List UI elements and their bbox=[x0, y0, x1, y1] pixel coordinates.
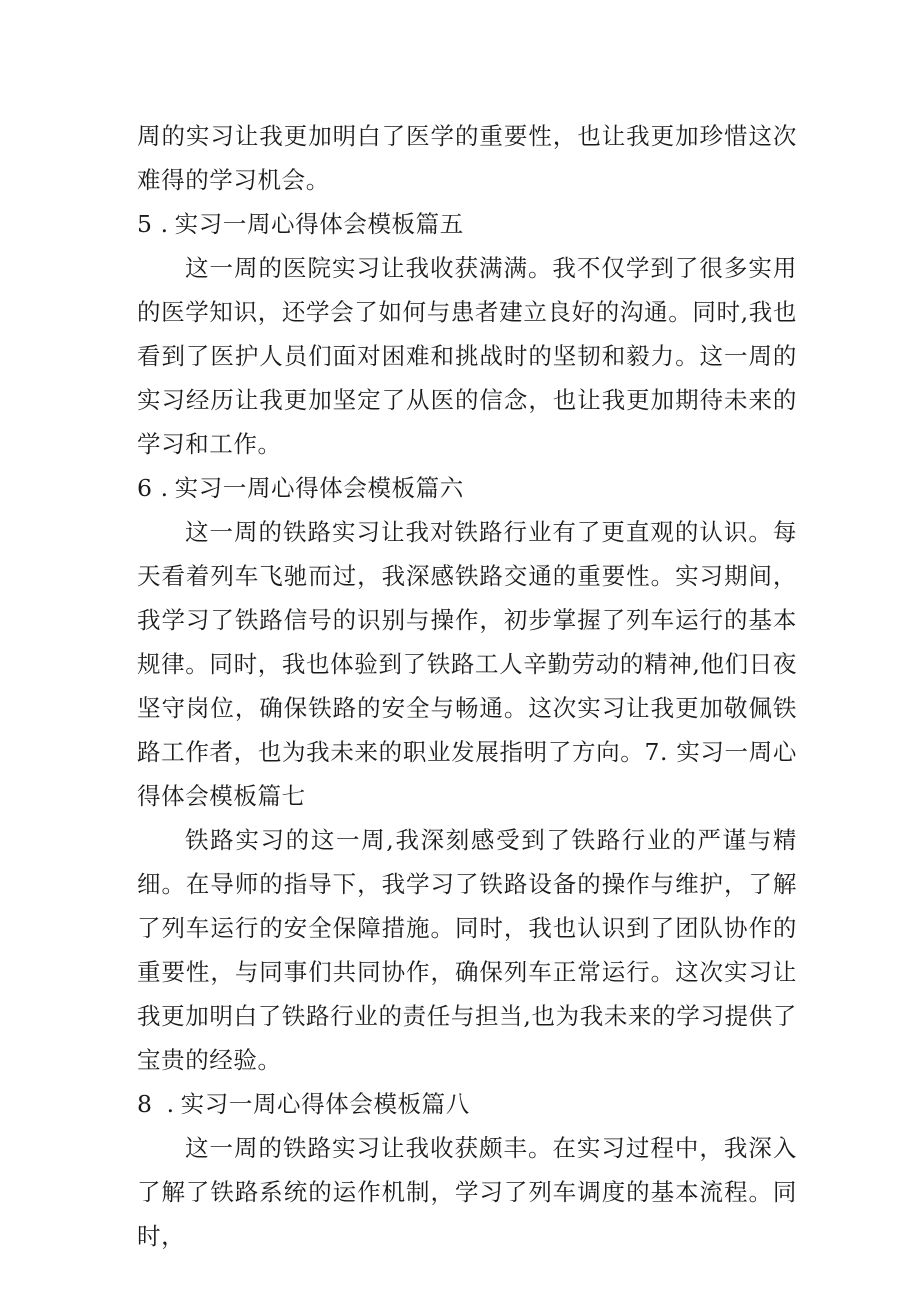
section-heading-6 bbox=[137, 466, 797, 510]
heading-number: 6 bbox=[137, 474, 153, 502]
heading-separator: . bbox=[160, 474, 169, 502]
heading-title: 实习一周心得体会模板篇八 bbox=[180, 1090, 470, 1118]
section-heading-8 bbox=[137, 1082, 797, 1126]
section-heading-5 bbox=[137, 202, 797, 246]
heading-title: 实习一周心得体会模板篇五 bbox=[174, 210, 464, 238]
heading-title: 实习一周心得体会模板篇六 bbox=[174, 474, 464, 502]
heading-separator: . bbox=[166, 1090, 175, 1118]
paragraph-section-7: 铁路实习的这一周,我深刻感受到了铁路行业的严谨与精细。在导师的指导下，我学习了铁路设备的操作与维护，了解了列车运行的安全保障措施。同时，我也认识到了团队协作的重要性，与同事们共同协作，确保列车正常运行。这次实习让我更加明白了铁路行业的责任与担当,也为我未来的学习提供了宝贵的经验。 bbox=[137, 826, 797, 1074]
document-body bbox=[137, 114, 797, 1258]
heading-number: 5 bbox=[137, 210, 153, 238]
heading-separator: . bbox=[160, 210, 169, 238]
paragraph-continued: 周的实习让我更加明白了医学的重要性，也让我更加珍惜这次难得的学习机会。 bbox=[137, 122, 797, 194]
paragraph-section-5: 这一周的医院实习让我收获满满。我不仅学到了很多实用的医学知识，还学会了如何与患者建立良好的沟通。同时,我也看到了医护人员们面对困难和挑战时的坚韧和毅力。这一周的实习经历让我更加坚定了从医的信念，也让我更加期待未来的学习和工作。 bbox=[137, 254, 797, 458]
heading-number: 8 bbox=[137, 1090, 153, 1118]
paragraph-section-6: 这一周的铁路实习让我对铁路行业有了更直观的认识。每天看着列车飞驰而过，我深感铁路交通的重要性。实习期间，我学习了铁路信号的识别与操作，初步掌握了列车运行的基本规律。同时，我也体验到了铁路工人辛勤劳动的精神,他们日夜坚守岗位，确保铁路的安全与畅通。这次实习让我更加敬佩铁路工作者，也为我未来的职业发展指明了方向。7. 实习一周心得体会模板篇七 bbox=[137, 518, 797, 810]
paragraph-section-8: 这一周的铁路实习让我收获颇丰。在实习过程中，我深入了解了铁路系统的运作机制，学习了列车调度的基本流程。同时， bbox=[137, 1134, 797, 1250]
